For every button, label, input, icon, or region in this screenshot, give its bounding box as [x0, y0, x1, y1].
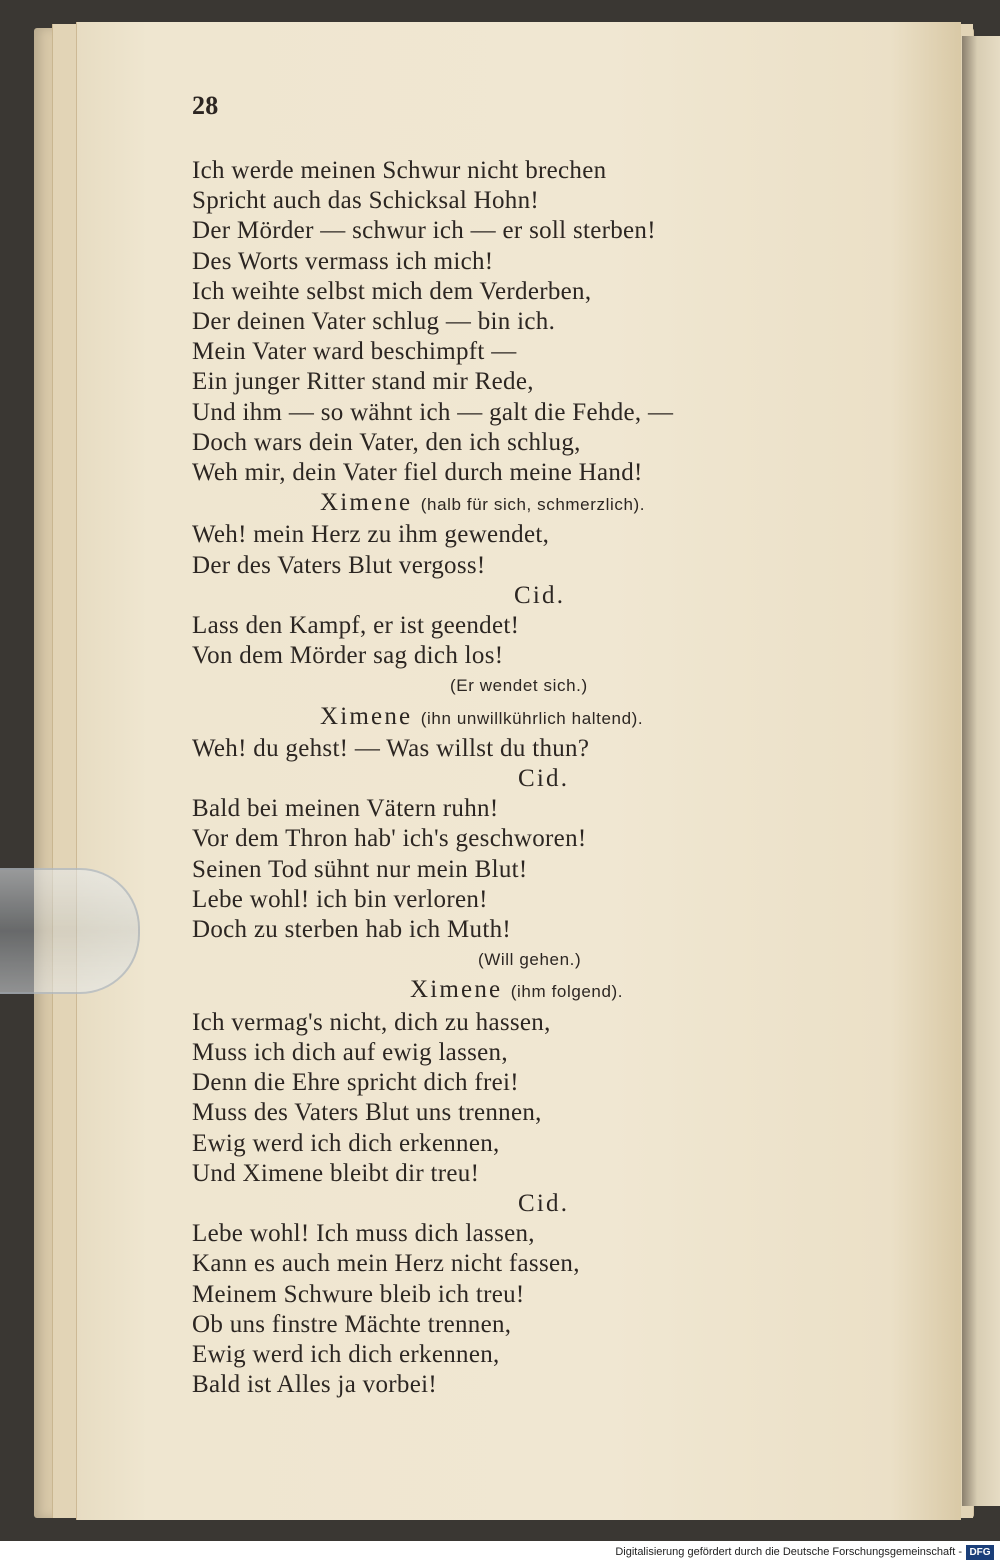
verse-line: Denn die Ehre spricht dich frei!	[192, 1069, 519, 1097]
verse-line: Meinem Schwure bleib ich treu!	[192, 1280, 525, 1308]
speaker-name: Cid.	[518, 1189, 570, 1217]
stage-direction: (Will gehen.)	[478, 950, 582, 970]
verse-line: Muss ich dich auf ewig lassen,	[192, 1038, 508, 1066]
verse-line: Und ihm — so wähnt ich — galt die Fehde, —	[192, 398, 674, 426]
speaker-direction: (halb für sich, schmerzlich).	[420, 495, 646, 515]
stage-direction: (Er wendet sich.)	[450, 676, 588, 696]
verse-line: Und Ximene bleibt dir treu!	[192, 1159, 480, 1187]
speaker-name: Cid.	[514, 581, 566, 609]
verse-line: Weh! mein Herz zu ihm gewendet,	[192, 521, 550, 549]
verse-line: Ich vermag's nicht, dich zu hassen,	[192, 1008, 551, 1036]
speaker-heading	[192, 581, 832, 611]
verse-line: Lebe wohl! ich bin verloren!	[192, 885, 488, 913]
page-number: 28	[192, 91, 219, 120]
verse-line: Weh! du gehst! — Was willst du thun?	[192, 734, 590, 762]
verse-line: Muss des Vaters Blut uns trennen,	[192, 1099, 542, 1127]
verse-line: Doch wars dein Vater, den ich schlug,	[192, 428, 581, 456]
verse-line: Lass den Kampf, er ist geendet!	[192, 612, 520, 640]
verse-line: Ewig werd ich dich erkennen,	[192, 1129, 500, 1157]
footer-credit: Digitalisierung gefördert durch die Deutsche Forschungsgemeinschaft -	[615, 1546, 962, 1558]
verse-line: Weh mir, dein Vater fiel durch meine Hand!	[192, 459, 643, 487]
verse-line: Der deinen Vater schlug — bin ich.	[192, 308, 556, 336]
speaker-heading	[192, 702, 832, 734]
verse-line: Ein junger Ritter stand mir Rede,	[192, 368, 534, 396]
verse-line: Des Worts vermass ich mich!	[192, 247, 494, 275]
speaker-heading	[192, 488, 832, 520]
speaker-name: Ximene	[320, 702, 413, 730]
speaker-name: Ximene	[410, 976, 503, 1004]
digitization-footer	[0, 1541, 1000, 1565]
speaker-name: Cid.	[518, 765, 570, 793]
book-clip	[0, 868, 140, 994]
verse-line: Spricht auch das Schicksal Hohn!	[192, 187, 540, 215]
verse-line: Ob uns finstre Mächte trennen,	[192, 1310, 512, 1338]
dfg-logo-icon: DFG	[966, 1545, 994, 1560]
verse-line: Ich weihte selbst mich dem Verderben,	[192, 277, 592, 305]
verse-line: Bald bei meinen Vätern ruhn!	[192, 795, 499, 823]
verse-line: Der des Vaters Blut vergoss!	[192, 551, 486, 579]
page-text	[192, 84, 832, 1400]
verse-line: Bald ist Alles ja vorbei!	[192, 1371, 437, 1399]
verse-line: Mein Vater ward beschimpft —	[192, 338, 517, 366]
verse-line: Kann es auch mein Herz nicht fassen,	[192, 1250, 580, 1278]
facing-page-edge	[962, 36, 1000, 1506]
speaker-direction: (ihn unwillkührlich haltend).	[420, 708, 644, 728]
verse-line: Lebe wohl! Ich muss dich lassen,	[192, 1220, 535, 1248]
verse-line: Vor dem Thron hab' ich's geschworen!	[192, 825, 587, 853]
verse-line: Ich werde meinen Schwur nicht brechen	[192, 157, 607, 184]
verse-line: Von dem Mörder sag dich los!	[192, 642, 504, 670]
verse-line: Seinen Tod sühnt nur mein Blut!	[192, 855, 528, 883]
verse-line: Der Mörder — schwur ich — er soll sterben!	[192, 217, 656, 245]
speaker-heading	[192, 975, 832, 1007]
speaker-heading	[192, 764, 832, 794]
speaker-heading	[192, 1189, 832, 1219]
verse-line: Ewig werd ich dich erkennen,	[192, 1340, 500, 1368]
speaker-direction: (ihm folgend).	[510, 982, 624, 1002]
verse-line: Doch zu sterben hab ich Muth!	[192, 916, 512, 944]
speaker-name: Ximene	[320, 489, 413, 517]
verse-block	[192, 156, 832, 1400]
